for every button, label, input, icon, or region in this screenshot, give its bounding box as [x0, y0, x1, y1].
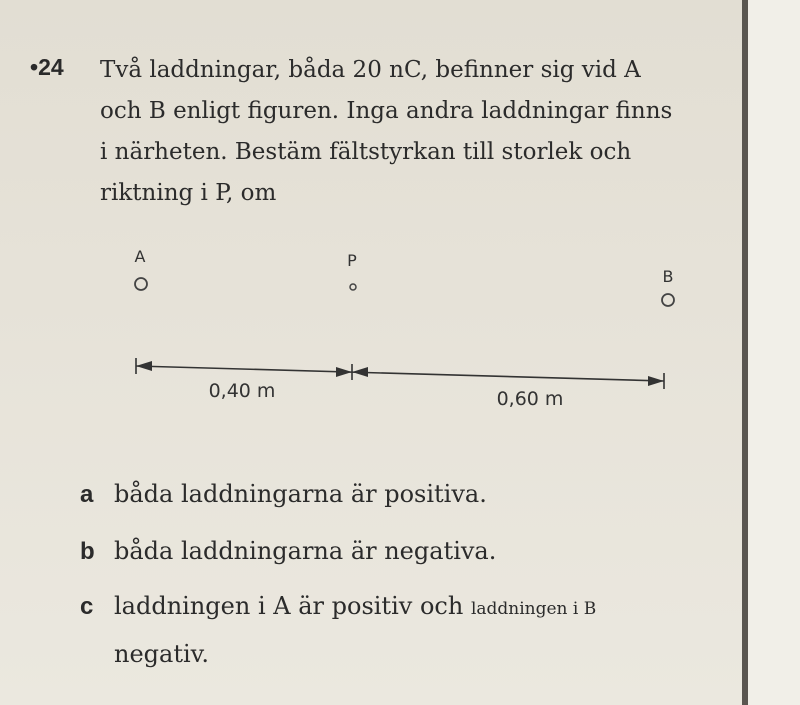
option-c-text: laddningen i A är positiv och	[114, 592, 464, 620]
charge-b-marker	[662, 294, 674, 306]
dimension-label-right: 0,60 m	[496, 388, 564, 410]
problem-line-4: riktning i P, om	[100, 180, 277, 206]
problem-line-2: och B enligt figuren. Inga andra laddningar finns	[100, 98, 673, 124]
arrow-head-left-end	[336, 367, 352, 377]
label-b: B	[662, 267, 674, 286]
option-c-letter: c	[80, 593, 94, 620]
label-p: P	[347, 251, 357, 270]
dimension-label-left: 0,40 m	[208, 380, 276, 402]
option-b-letter: b	[80, 538, 95, 565]
option-b	[80, 537, 496, 566]
problem-number: •24	[30, 54, 64, 80]
option-a-text: båda laddningarna är positiva.	[114, 480, 487, 508]
option-c	[80, 592, 596, 621]
option-a	[80, 480, 487, 509]
option-c-continuation: negativ.	[114, 640, 209, 668]
label-a: A	[134, 247, 146, 266]
option-a-letter: a	[80, 481, 94, 508]
point-p-marker	[350, 284, 356, 290]
problem-number-value: 24	[38, 54, 64, 80]
arrow-head-left-start	[136, 361, 152, 371]
charge-a-marker	[135, 278, 147, 290]
option-c-text-small: laddningen i B	[470, 599, 597, 619]
problem-line-3: i närheten. Bestäm fältstyrkan till storlek och	[100, 139, 632, 165]
arrow-head-right-end	[648, 376, 664, 386]
problem-line-1: Två laddningar, båda 20 nC, befinner sig vid A	[100, 57, 641, 83]
dimension-line	[136, 366, 664, 381]
arrow-head-right-start	[352, 367, 368, 377]
option-b-text: båda laddningarna är negativa.	[114, 537, 497, 565]
